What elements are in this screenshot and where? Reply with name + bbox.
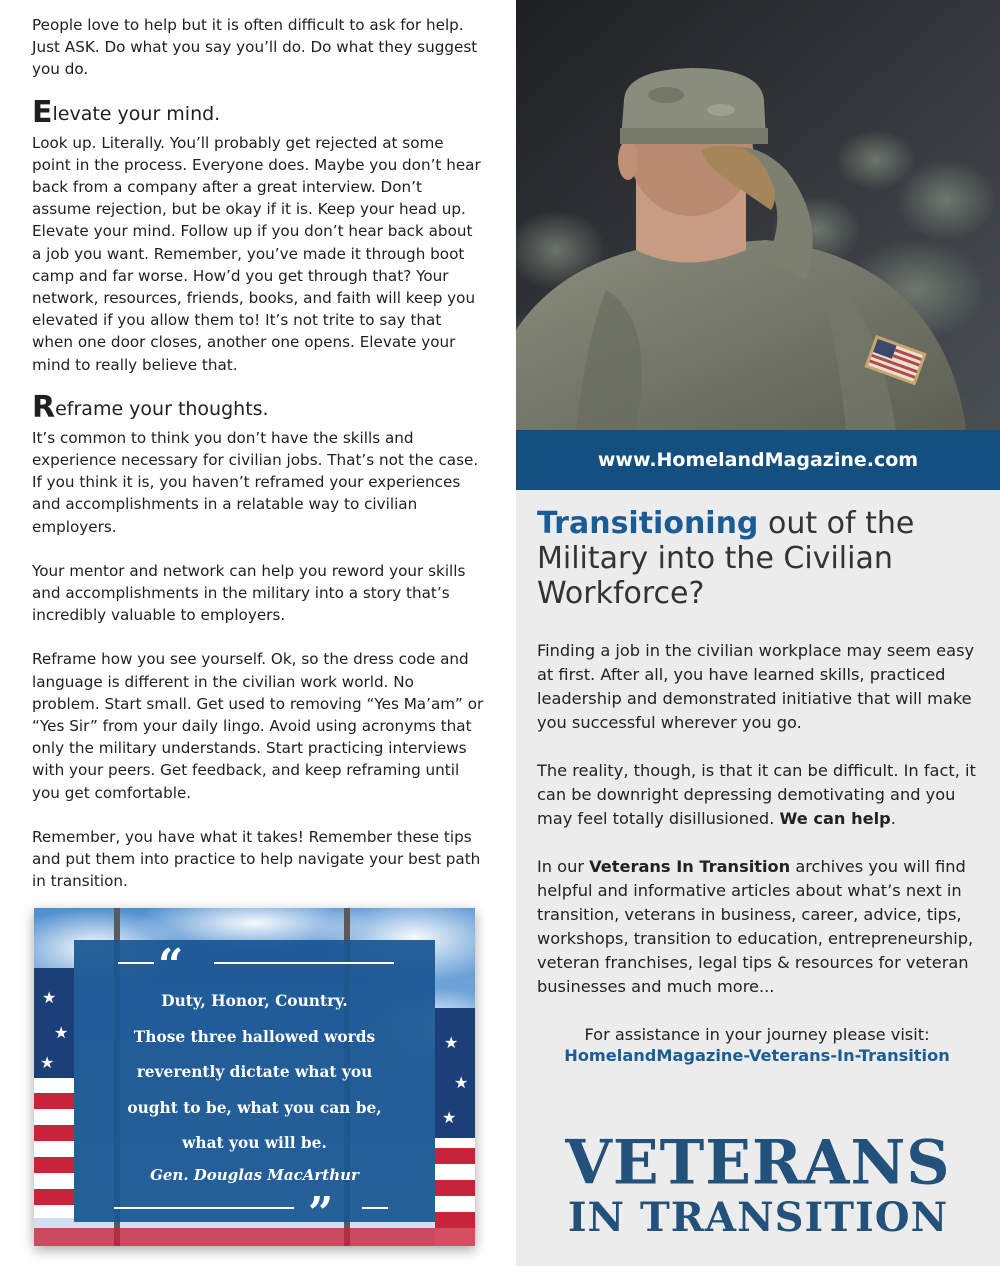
quote-text (94, 984, 415, 1162)
svg-text:★: ★ (40, 1053, 55, 1072)
sidebar-paragraph-1: Finding a job in the civilian workplace may seem easy at first. After all, you have learned skills, practiced leadership and demonstrated initiative that will make you successful wherever you go. (537, 641, 975, 732)
svg-text:★: ★ (442, 1108, 457, 1127)
svg-text:★: ★ (454, 1073, 469, 1092)
we-can-help-text: We can help (779, 809, 891, 828)
logo-veterans: VETERANS (565, 1127, 951, 1199)
svg-text:★: ★ (42, 988, 57, 1007)
intro-paragraph: People love to help but it is often difficult to ask for help. Just ASK. Do what you say you’ll do. Do what they suggest you do. (32, 16, 478, 79)
sidebar-title-accent: Transitioning (537, 506, 759, 541)
reframe-heading-text: eframe your thoughts. (55, 397, 269, 420)
elevate-heading-text: levate your mind. (52, 102, 221, 125)
quote-bottom-line-left (114, 1207, 294, 1209)
quote-line-4: ought to be, what you can be, (127, 1098, 382, 1117)
sidebar-panel (516, 0, 1000, 1266)
elevate-heading (32, 94, 484, 130)
assistance-block (537, 1024, 977, 1066)
svg-text:★: ★ (444, 1033, 459, 1052)
quote-top-line-left (118, 962, 154, 964)
sidebar-title-rest: out of the Military into the Civilian Workforce? (537, 506, 915, 611)
quote-line-2: Those three hallowed words (133, 1027, 376, 1046)
soldier-salute-illustration (516, 0, 1000, 430)
website-url-banner[interactable]: www.HomelandMagazine.com (516, 430, 1000, 490)
svg-text:★: ★ (54, 1023, 69, 1042)
reframe-paragraph-2: Your mentor and network can help you reword your skills and accomplishments in the military into a story that’s incredibly valuable to employers. (32, 561, 466, 625)
close-quote-mark: ” (308, 1188, 334, 1239)
quote-panel (74, 940, 435, 1239)
article-left-column (32, 14, 484, 893)
sidebar-title (537, 506, 977, 611)
quote-line-1: Duty, Honor, Country. (161, 992, 348, 1010)
sidebar-paragraph-3 (537, 855, 977, 999)
elevate-dropcap: E (32, 94, 53, 130)
quote-line-3: reverently dictate what you (136, 1063, 373, 1081)
reframe-paragraph-1: It’s common to think you don’t have the skills and experience necessary for civilian jobs. That’s not the case. If you think it is, you haven’t reframed your experiences and accomplishments in a relatable way to civilian employers. (32, 428, 479, 536)
sidebar-content (537, 506, 977, 1066)
assistance-link[interactable]: HomelandMagazine-Veterans-In-Transition (564, 1046, 950, 1065)
quote-image (34, 908, 475, 1246)
veterans-in-transition-text: Veterans In Transition (589, 857, 791, 876)
quote-line-5: what you will be. (182, 1134, 327, 1152)
sidebar-paragraph-2 (537, 759, 977, 831)
quote-top-line-right (214, 962, 394, 964)
assistance-label: For assistance in your journey please visit: (584, 1025, 930, 1044)
reframe-paragraph-4: Remember, you have what it takes! Remember these tips and put them into practice to help navigate your best path in transition. (32, 827, 481, 891)
logo-in-transition: IN TRANSITION (567, 1194, 949, 1241)
sidebar-paragraph-2-end: . (890, 809, 896, 828)
reframe-dropcap: R (32, 389, 56, 425)
reframe-heading (32, 389, 484, 425)
veterans-in-transition-logo (516, 1127, 1000, 1241)
quote-author: Gen. Douglas MacArthur (150, 1166, 359, 1184)
open-quote-mark: “ (158, 940, 184, 991)
reframe-paragraph-3: Reframe how you see yourself. Ok, so the dress code and language is different in the civilian work world. No problem. Start small. Get used to removing “Yes Ma’am” or “Yes Sir” from your daily lingo. Avoid using acronyms that only the military understands. Start practicing interviews with your peers. Get feedback, and keep reframing until you get comfortable. (32, 650, 484, 802)
soldier-salute-photo (516, 0, 1000, 430)
sidebar-paragraph-3-text: archives you will find helpful and informative articles about what’s next in transition, veterans in business, career, advice, tips, workshops, transition to education, entrepreneurship, veteran franchises, legal tips & resources for veteran businesses and much more... (537, 857, 974, 996)
quote-bottom-line-right (362, 1207, 388, 1209)
sidebar-paragraph-3-lead: In our (537, 857, 590, 876)
elevate-paragraph: Look up. Literally. You’ll probably get rejected at some point in the process. Everyone does. Maybe you don’t hear back from a company after a great interview. Don’t assume rejection, but be okay if it is. Keep your head up. Elevate your mind. Follow up if you don’t hear back about a job you want. Remember, you’ve made it through boot camp and far worse. How’d you get through that? Your network, resources, friends, books, and faith will keep you elevated if you allow them to! It’s not trite to say that when one door closes, another one opens. Elevate your mind to really believe that. (32, 133, 481, 374)
sidebar-paragraph-2-text: The reality, though, is that it can be difficult. In fact, it can be downright depressing demotivating and you may feel totally disillusioned. (537, 761, 976, 828)
